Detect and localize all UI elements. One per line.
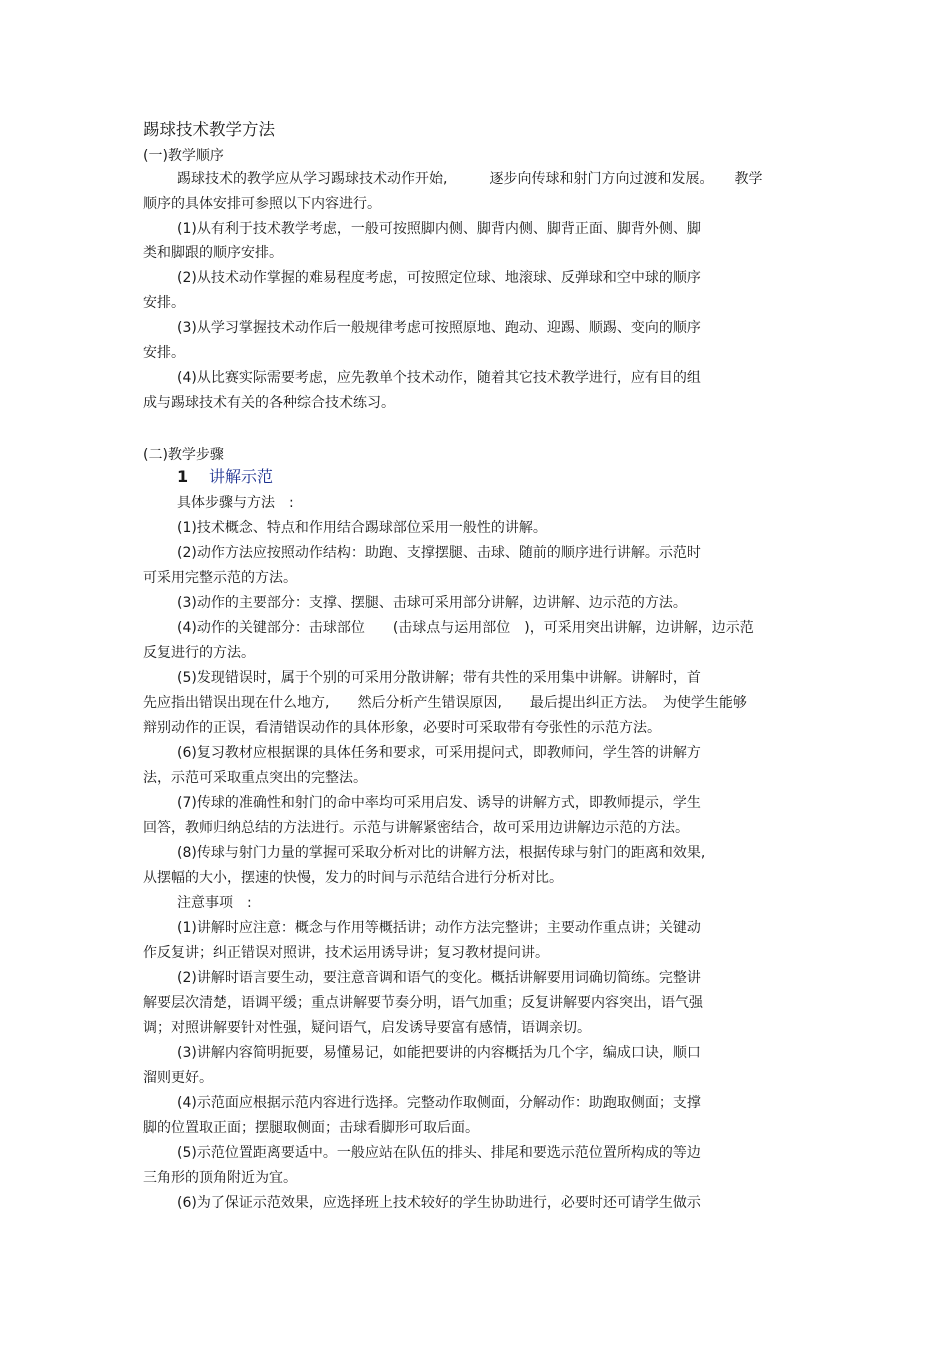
subsection-title: 讲解示范 (209, 467, 274, 486)
paragraph-line: (4)示范面应根据示范内容进行选择。完整动作取侧面，分解动作：助跑取侧面；支撑 (177, 1095, 701, 1111)
paragraph-line: 作反复讲；纠正错误对照讲，技术运用诱导讲；复习教材提问讲。 (143, 945, 549, 961)
paragraph-line: 类和脚跟的顺序安排。 (143, 245, 283, 261)
paragraph-line: (3)从学习掌握技术动作后一般规律考虑可按照原地、跑动、迎踢、顺踢、变向的顺序 (177, 320, 701, 336)
paragraph-line: 具体步骤与方法 : (177, 495, 294, 511)
section-heading-order: (一)教学顺序 (143, 148, 224, 164)
subsection-number: 1 (177, 467, 189, 486)
paragraph-line: 解要层次清楚，语调平缓；重点讲解要节奏分明，语气加重；反复讲解要内容突出，语气强 (143, 995, 703, 1011)
paragraph-line: (2)讲解时语言要生动，要注意音调和语气的变化。概括讲解要用词确切简练。完整讲 (177, 970, 701, 986)
paragraph-line: 成与踢球技术有关的各种综合技术练习。 (143, 395, 395, 411)
paragraph-line: 回答，教师归纳总结的方法进行。示范与讲解紧密结合，故可采用边讲解边示范的方法。 (143, 820, 689, 836)
paragraph-line: 脚的位置取正面；摆腿取侧面；击球看脚形可取后面。 (143, 1120, 479, 1136)
paragraph-line: 法，示范可采取重点突出的完整法。 (143, 770, 367, 786)
paragraph-line: 溜则更好。 (143, 1070, 213, 1086)
paragraph-line: (2)动作方法应按照动作结构：助跑、支撑摆腿、击球、随前的顺序进行讲解。示范时 (177, 545, 701, 561)
paragraph-line: (6)为了保证示范效果，应选择班上技术较好的学生协助进行，必要时还可请学生做示 (177, 1195, 701, 1211)
paragraph-line: (3)讲解内容简明扼要，易懂易记，如能把要讲的内容概括为几个字，编成口诀，顺口 (177, 1045, 701, 1061)
paragraph-line: (7)传球的准确性和射门的命中率均可采用启发、诱导的讲解方式，即教师提示，学生 (177, 795, 701, 811)
document-title: 踢球技术教学方法 (143, 120, 275, 139)
paragraph-line: 先应指出错误出现在什么地方, 然后分析产生错误原因, 最后提出纠正方法。 为使学生能够 (143, 695, 747, 711)
paragraph-line: (1)技术概念、特点和作用结合踢球部位采用一般性的讲解。 (177, 520, 547, 536)
paragraph-line: (4)从比赛实际需要考虑，应先教单个技术动作，随着其它技术教学进行，应有目的组 (177, 370, 701, 386)
paragraph-line: 顺序的具体安排可参照以下内容进行。 (143, 196, 381, 212)
paragraph-line: (5)发现错误时，属于个别的可采用分散讲解；带有共性的采用集中讲解。讲解时，首 (177, 670, 701, 686)
paragraph-line: 安排。 (143, 345, 185, 361)
paragraph-line: (3)动作的主要部分：支撑、摆腿、击球可采用部分讲解，边讲解、边示范的方法。 (177, 595, 687, 611)
paragraph-line: 三角形的顶角附近为宜。 (143, 1170, 297, 1186)
paragraph-line: 辩别动作的正误，看清错误动作的具体形象，必要时可采取带有夸张性的示范方法。 (143, 720, 661, 736)
paragraph-line: (1)讲解时应注意：概念与作用等概括讲；动作方法完整讲；主要动作重点讲；关键动 (177, 920, 701, 936)
subsection-heading (177, 468, 273, 486)
paragraph-line: 反复进行的方法。 (143, 645, 255, 661)
paragraph-line: 调；对照讲解要针对性强，疑问语气，启发诱导要富有感情，语调亲切。 (143, 1020, 591, 1036)
paragraph-line: (5)示范位置距离要适中。一般应站在队伍的排头、排尾和要选示范位置所构成的等边 (177, 1145, 701, 1161)
paragraph-line: (6)复习教材应根据课的具体任务和要求，可采用提问式，即教师问，学生答的讲解方 (177, 745, 701, 761)
section-heading-steps: (二)教学步骤 (143, 447, 224, 463)
paragraph-line: 安排。 (143, 295, 185, 311)
paragraph-line: (1)从有利于技术教学考虑，一般可按照脚内侧、脚背内侧、脚背正面、脚背外侧、脚 (177, 221, 701, 237)
paragraph-line: 从摆幅的大小，摆速的快慢，发力的时间与示范结合进行分析对比。 (143, 870, 563, 886)
notes-heading: 注意事项 : (177, 895, 252, 911)
paragraph-line: (2)从技术动作掌握的难易程度考虑，可按照定位球、地滚球、反弹球和空中球的顺序 (177, 270, 701, 286)
paragraph-line: 踢球技术的教学应从学习踢球技术动作开始, 逐步向传球和射门方向过渡和发展。 教学 (177, 171, 763, 187)
paragraph-line: (8)传球与射门力量的掌握可采取分析对比的讲解方法，根据传球与射门的距离和效果, (177, 845, 706, 861)
paragraph-line: 可采用完整示范的方法。 (143, 570, 297, 586)
paragraph-line: (4)动作的关键部分：击球部位 (击球点与运用部位 )，可采用突出讲解，边讲解，边示范 (177, 620, 754, 636)
